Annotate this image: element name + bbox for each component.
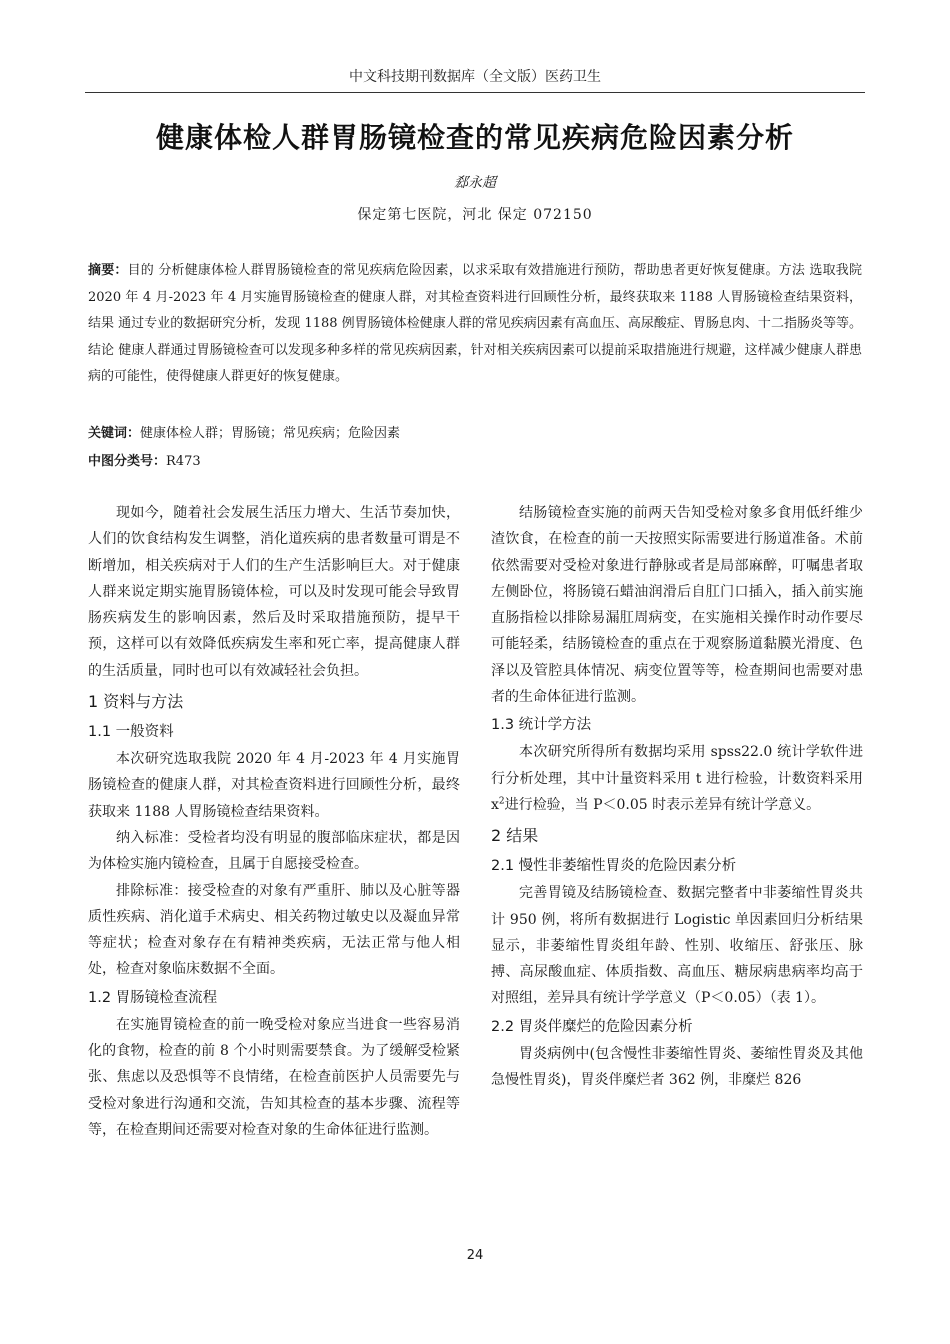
statistics-paragraph [491, 739, 863, 818]
journal-header [85, 66, 865, 93]
journal-name: 中文科技期刊数据库（全文版）医药卫生 [349, 69, 601, 85]
inclusion-criteria: 纳入标准：受检者均没有明显的腹部临床症状，都是因为体检实施内镜检查，且属于自愿接受检查。 [88, 829, 460, 873]
body-paragraph: 在实施胃镜检查的前一晚受检对象应当进食一些容易消化的食物，检查的前 8 个小时则需要禁食。为了缓解受检紧张、焦虑以及恐惧等不良情绪，在检查前医护人员需要先与受检对象进行沟通和交流，告知其检查的基本步骤、流程等等，在检查期间还需要对检查对象的生命体征进行监测。 [88, 1016, 460, 1138]
subsection-heading: 1.1 一般资料 [88, 724, 174, 741]
subsection-heading: 2.1 慢性非萎缩性胃炎的危险因素分析 [491, 858, 737, 875]
intro-paragraph: 现如今，随着社会发展生活压力增大、生活节奏加快，人们的饮食结构发生调整，消化道疾病的患者数量可谓是不断增加，相关疾病对于人们的生产生活影响巨大。对于健康人群来说定期实施胃肠镜体检，可以及时发现可能会导致胃肠疾病发生的影响因素，然后及时采取措施预防，提早干预，这样可以有效降低疾病发生率和死亡率，提高健康人群的生活质量，同时也可以有效减轻社会负担。 [88, 505, 460, 679]
left-column [88, 500, 460, 1143]
body-paragraph: 完善胃镜及结肠镜检查、数据完整者中非萎缩性胃炎共计 950 例，将所有数据进行 Logistic 单因素回归分析结果显示，非萎缩性胃炎组年龄、性别、收缩压、舒张压、脉搏、高尿酸血症、体质指数、高血压、糖尿病患病率均高于对照组，差异具有统计学学意义（P＜0.05）（表 1）。 [491, 885, 863, 1007]
section-heading: 1 资料与方法 [88, 692, 184, 712]
classification-text: R473 [166, 454, 201, 469]
abstract-label: 摘要： [88, 263, 128, 278]
subsection-heading: 2.2 胃炎伴糜烂的危险因素分析 [491, 1018, 693, 1035]
author-name: 郄永超 [454, 175, 496, 191]
paper-title: 健康体检人群胃肠镜检查的常见疾病危险因素分析 [155, 121, 794, 154]
statistics-text-a: 本次研究所得所有数据均采用 spss22.0 统计学软件进行分析处理，其中计量资料采用 t 进行检验，计数资料采用 x [491, 744, 863, 813]
keywords-text: 健康体检人群；胃肠镜；常见疾病；危险因素 [140, 426, 401, 441]
statistics-text-b: 进行检验，当 P＜0.05 时表示差异有统计学意义。 [504, 796, 821, 813]
exclusion-criteria: 排除标准：接受检查的对象有严重肝、肺以及心脏等器质性疾病、消化道手术病史、相关药物过敏史以及凝血异常等症状；检查对象存在有精神类疾病，无法正常与他人相处，检查对象临床数据不全面。 [88, 882, 460, 978]
keywords [88, 422, 862, 441]
author-affiliation: 保定第七医院，河北 保定 072150 [357, 207, 593, 223]
right-column [491, 500, 863, 1093]
body-paragraph: 结肠镜检查实施的前两天告知受检对象多食用低纤维少渣饮食，在检查的前一天按照实际需要进行肠道准备。术前依然需要对受检对象进行静脉或者是局部麻醉，叮嘱患者取左侧卧位，将肠镜石蜡油润滑后自肛门口插入，插入前实施直肠指检以排除易漏肛周病变，在实施相关操作时动作要尽可能轻柔，结肠镜检查的重点在于观察肠道黏膜光滑度、色泽以及管腔具体情况、病变位置等等，检查期间也需要对患者的生命体征进行监测。 [491, 505, 863, 706]
subsection-heading: 1.3 统计学方法 [491, 717, 592, 734]
abstract [88, 258, 862, 391]
classification [88, 450, 862, 469]
page-number: 24 [466, 1248, 484, 1263]
body-paragraph: 本次研究选取我院 2020 年 4 月-2023 年 4 月实施胃肠镜检查的健康人群，对其检查资料进行回顾性分析，最终获取来 1188 人胃肠镜检查结果资料。 [88, 751, 460, 820]
classification-label: 中图分类号： [88, 454, 167, 469]
body-paragraph: 胃炎病例中(包含慢性非萎缩性胃炎、萎缩性胃炎及其他急慢性胃炎)，胃炎伴糜烂者 362 例，非糜烂 826 [491, 1045, 863, 1089]
superscript: 2 [498, 796, 505, 807]
section-heading: 2 结果 [491, 826, 539, 846]
abstract-text: 目的 分析健康体检人群胃肠镜检查的常见疾病危险因素，以求采取有效措施进行预防，帮助患者更好恢复健康。方法 选取我院 2020 年 4 月-2023 年 4 月实施胃肠镜检查的健康人群，对其检查资料进行回顾性分析，最终获取来 1188 人胃肠镜检查结果资料，结果 通过专业的数据研究分析，发现 1188 例胃肠镜体检健康人群的常见疾病因素有高血压、高尿酸症、胃肠息肉、十二指肠炎等等。结论 健康人群通过胃肠镜检查可以发现多种多样的常见疾病因素，针对相关疾病因素可以提前采取措施进行规避，这样减少健康人群患病的可能性，使得健康人群更好的恢复健康。 [88, 263, 862, 384]
keywords-label: 关键词： [88, 426, 141, 441]
subsection-heading: 1.2 胃肠镜检查流程 [88, 989, 218, 1006]
